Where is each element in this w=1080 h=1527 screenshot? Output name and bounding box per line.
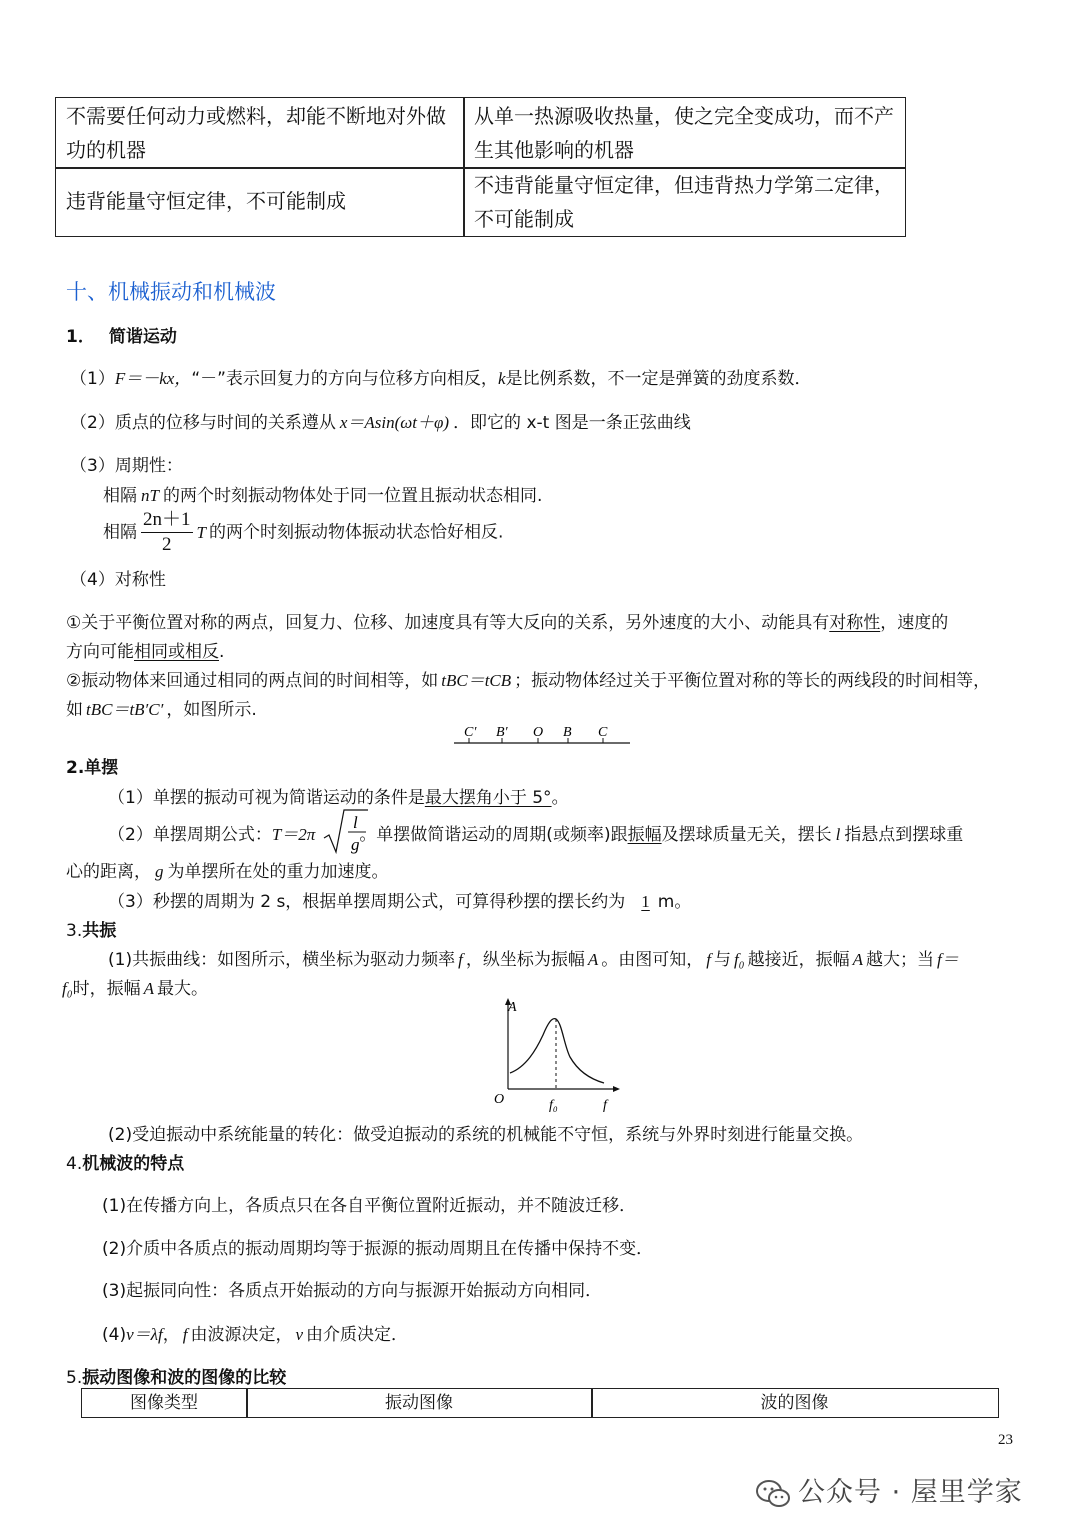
- text: 最大。: [157, 979, 209, 999]
- formula: A: [852, 950, 863, 969]
- point-label: O: [533, 725, 544, 740]
- paragraph: (1)在传播方向上，各质点只在各自平衡位置附近振动，并不随波迁移．: [102, 1196, 637, 1216]
- text: 由波源决定，: [190, 1325, 293, 1345]
- formula: T: [196, 522, 206, 542]
- underlined-text: 1: [641, 892, 650, 911]
- table-header-cell: 图像类型: [130, 1393, 198, 1413]
- underlined-text: 最大摆角小于 5°: [424, 788, 552, 808]
- text: （2）单摆周期公式：: [108, 825, 272, 845]
- paragraph: [66, 695, 257, 720]
- formula: f₀: [62, 979, 73, 998]
- text: 。由图可知，: [601, 950, 704, 970]
- table-cell: 不需要任何动力或燃料，却能不断地对外做功的机器: [66, 104, 446, 162]
- paragraph: [66, 637, 224, 662]
- point-label: C′: [464, 725, 477, 740]
- watermark-text: 公众号 · 屋里学家: [798, 1477, 1023, 1508]
- paragraph: [66, 608, 948, 633]
- text: 越接近，振幅: [747, 950, 850, 970]
- paragraph: （4）对称性: [70, 570, 166, 590]
- formula: k: [497, 369, 506, 388]
- underlined-text: 对称性: [829, 613, 881, 633]
- paragraph: [108, 945, 959, 970]
- paragraph: （3）周期性：: [70, 456, 183, 476]
- heading-text: 机械波的特点: [82, 1154, 185, 1174]
- point-label: B: [563, 725, 572, 740]
- formula: A: [587, 950, 599, 969]
- text: 相隔: [103, 522, 137, 543]
- formula: f＝: [936, 950, 959, 969]
- comparison-table-top: [55, 97, 906, 237]
- text: (1)共振曲线：如图所示，横坐标为驱动力频率: [108, 950, 456, 970]
- heading-number: 4.: [66, 1154, 83, 1174]
- formula: v: [295, 1325, 304, 1344]
- formula: T＝2π: [271, 825, 316, 844]
- formula: f: [458, 950, 463, 969]
- text: “－”表示回复力的方向与位移方向相反，: [191, 369, 498, 389]
- table-cell: 违背能量守恒定律，不可能制成: [66, 189, 346, 213]
- paragraph: [108, 783, 569, 808]
- text: 方向可能: [66, 642, 134, 662]
- text: ，: [162, 1325, 180, 1345]
- text: ；振动物体经过关于平衡位置对称的等长的两线段的时间相等，: [514, 671, 991, 691]
- resonance-curve: [510, 1019, 604, 1083]
- heading-text: 振动图像和波的图像的比较: [82, 1368, 287, 1388]
- table-cell: 从单一热源吸收热量，使之完全变成功，而不产生其他影响的机器: [474, 104, 894, 162]
- wechat-icon: [756, 1479, 790, 1509]
- text: （1）单摆的振动可视为简谐运动的条件是: [108, 788, 425, 808]
- paragraph: [66, 857, 389, 882]
- text: 相隔: [103, 486, 137, 506]
- position-line-diagram: [450, 720, 635, 750]
- paragraph: [70, 364, 811, 389]
- comparison-table-bottom: [81, 1388, 999, 1418]
- formula: F＝－kx，: [114, 369, 192, 388]
- x-axis-arrow: [613, 1086, 620, 1092]
- text: ，速度的: [880, 613, 949, 633]
- table-header-cell: 波的图像: [760, 1393, 829, 1413]
- paragraph: [66, 666, 990, 691]
- paragraph: [103, 481, 542, 506]
- formula: g: [155, 862, 164, 881]
- formula: tBC＝tCB: [441, 671, 512, 690]
- formula: x＝Asin(ωt＋φ): [339, 413, 450, 432]
- text: ，如图所示.: [166, 700, 257, 720]
- heading-number: 1．: [66, 327, 95, 347]
- table-cell: 不违背能量守恒定律，但违背热力学第二定律，不可能制成: [474, 173, 894, 231]
- text: 的两个时刻振动物体处于同一位置且振动状态相同.: [162, 486, 543, 506]
- paragraph: (2)介质中各质点的振动周期均等于振源的振动周期且在传播中保持不变．: [102, 1239, 654, 1259]
- heading-text: 简谐运动: [108, 327, 177, 347]
- paragraph: (2)受迫振动中系统能量的转化：做受迫振动的系统的机械能不守恒，系统与外界时刻进行能量交换。: [108, 1125, 864, 1145]
- table-header-cell: 振动图像: [385, 1393, 453, 1413]
- text: ，纵坐标为振幅: [465, 950, 585, 970]
- axis-label-a: A: [508, 1000, 517, 1015]
- fraction: [141, 508, 193, 557]
- subsection-heading: [66, 1149, 184, 1174]
- formula: f₀: [733, 950, 745, 969]
- subsection-heading: [66, 322, 177, 347]
- text: 越大；当: [865, 950, 934, 970]
- text: 由介质决定．: [306, 1325, 409, 1345]
- text: 。: [551, 788, 569, 808]
- radical-sign: [324, 810, 368, 852]
- formula: nT: [141, 486, 159, 505]
- paragraph: [62, 974, 208, 999]
- paragraph: [103, 508, 503, 557]
- text: ．即它的 x-t 图是一条正弦曲线: [453, 413, 691, 433]
- text: （1）: [70, 369, 115, 389]
- text: 的两个时刻振动物体振动状态恰好相反.: [208, 522, 504, 543]
- formula: v＝λf: [126, 1325, 163, 1344]
- axis-label-f: f: [603, 1098, 607, 1113]
- fraction-numerator: l: [353, 813, 358, 832]
- formula: l: [835, 825, 841, 844]
- text: 及摆球质量无关，摆长: [661, 825, 832, 845]
- underlined-text: 相同或相反: [134, 642, 219, 662]
- formula: f: [706, 950, 711, 969]
- point-label: C: [598, 725, 608, 740]
- text: 时，振幅: [72, 979, 141, 999]
- subsection-heading: [66, 916, 116, 941]
- subsection-heading: [66, 1363, 286, 1388]
- text: 心的距离，: [66, 862, 151, 882]
- heading-number: 3.: [66, 921, 83, 941]
- formula: f: [182, 1325, 188, 1344]
- paragraph: [108, 887, 691, 912]
- watermark: [756, 1470, 1023, 1509]
- paragraph: [70, 408, 691, 433]
- sqrt-symbol: [322, 808, 370, 856]
- text: （3）秒摆的周期为 2 s，根据单摆周期公式，可算得秒摆的摆长约为: [108, 892, 626, 912]
- text: (4): [102, 1325, 127, 1345]
- text: 。单摆做简谐运动的周期(或频率)跟: [359, 825, 628, 845]
- text: 与: [713, 950, 731, 970]
- subsection-heading: 2.单摆: [66, 758, 119, 778]
- paragraph: (3)起振同向性：各质点开始振动的方向与振源开始振动方向相同．: [102, 1281, 603, 1301]
- text: ①关于平衡位置对称的两点，回复力、位移、加速度具有等大反向的关系，另外速度的大小、动能具有: [66, 613, 830, 633]
- formula: A: [143, 979, 155, 998]
- page-number: 23: [998, 1432, 1013, 1448]
- text: 是比例系数，不一定是弹簧的劲度系数．: [505, 369, 812, 389]
- formula: tBC＝tB′C′: [86, 700, 164, 719]
- point-label: B′: [496, 725, 508, 740]
- origin-label: O: [494, 1092, 505, 1107]
- fraction-denominator: 2: [162, 534, 172, 555]
- text: m。: [657, 892, 692, 912]
- underlined-text: 振幅: [627, 825, 662, 845]
- text: 为单摆所在处的重力加速度。: [167, 862, 389, 882]
- text: （2）质点的位移与时间的关系遵从: [70, 413, 336, 433]
- axis-label-f0: f₀: [549, 1098, 558, 1113]
- section-title: 十、机械振动和机械波: [66, 280, 276, 304]
- fraction-numerator: 2n＋1: [141, 508, 193, 533]
- heading-text: 共振: [82, 921, 117, 941]
- text: 指悬点到摆球重: [844, 825, 964, 845]
- paragraph: [108, 820, 963, 845]
- resonance-curve-graph: [488, 995, 628, 1115]
- paragraph: [102, 1320, 408, 1345]
- fraction-denominator: g: [351, 835, 360, 854]
- text: 如: [66, 700, 83, 720]
- text: .: [219, 642, 225, 662]
- text: ②振动物体来回通过相同的两点间的时间相等，如: [66, 671, 439, 691]
- heading-number: 5.: [66, 1368, 83, 1388]
